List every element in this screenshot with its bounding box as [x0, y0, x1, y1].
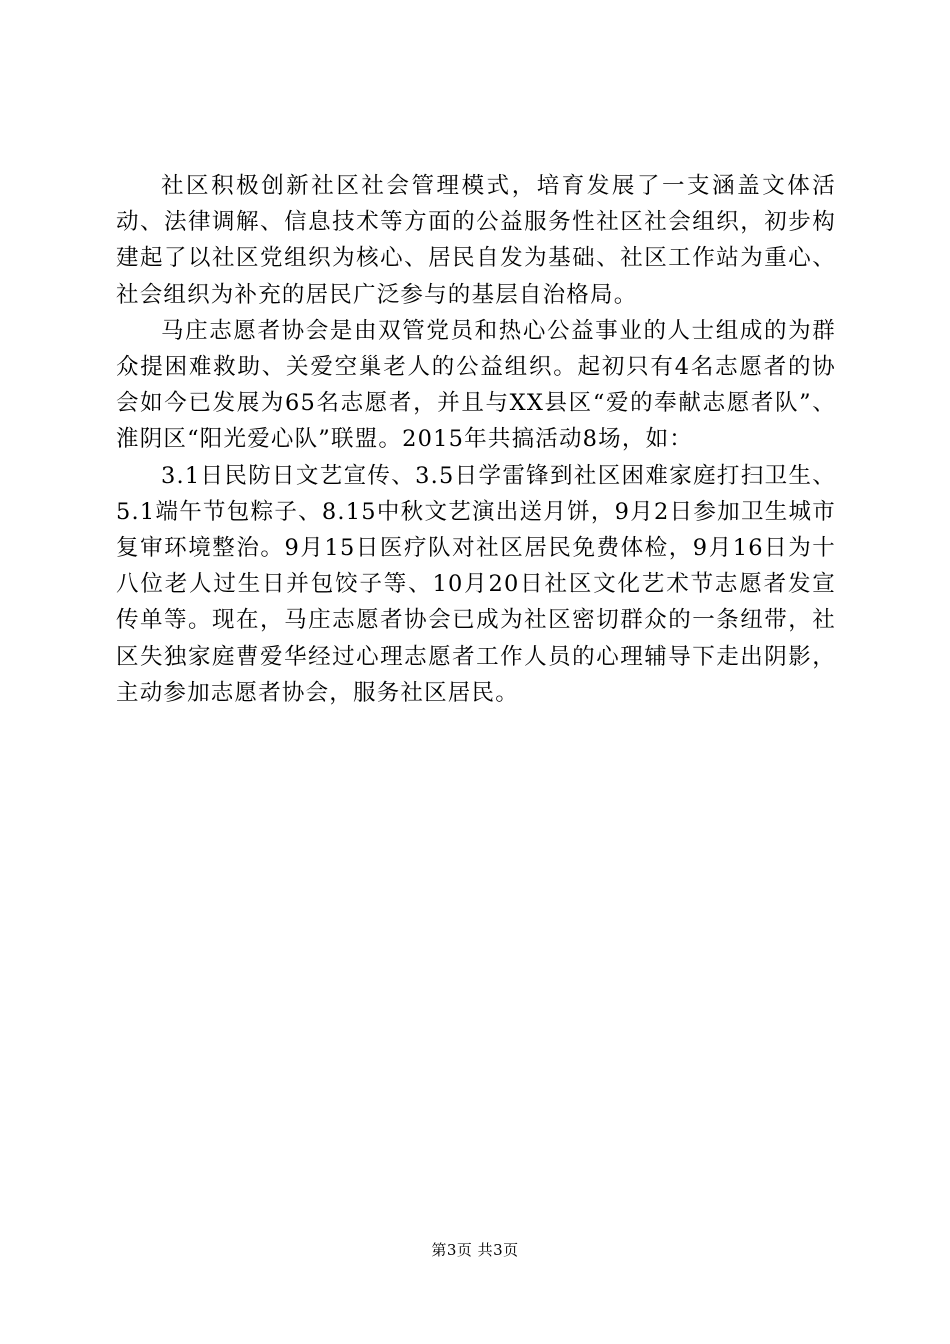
paragraph-volunteer-association: 马庄志愿者协会是由双管党员和热心公益事业的人士组成的为群众提困难救助、关爱空巢老人的公益组织。起初只有4名志愿者的协会如今已发展为65名志愿者，并且与XX县区“爱的奉献志愿者队”、淮阴区“阳光爱心队”联盟。2015年共搞活动8场，如：: [116, 317, 836, 453]
paragraph-community-governance: 社区积极创新社区社会管理模式，培育发展了一支涵盖文体活动、法律调解、信息技术等方面的公益服务性社区社会组织，初步构建起了以社区党组织为核心、居民自发为基础、社区工作站为重心、社会组织为补充的居民广泛参与的基层自治格局。: [116, 173, 836, 308]
paragraph-activities: 3.1日民防日文艺宣传、3.5日学雷锋到社区困难家庭打扫卫生、5.1端午节包粽子、8.15中秋文艺演出送月饼，9月2日参加卫生城市复审环境整治。9月15日医疗队对社区居民免费体检，9月16日为十八位老人过生日并包饺子等、10月20日社区文化艺术节志愿者发宣传单等。现在，马庄志愿者协会已成为社区密切群众的一条纽带，社区失独家庭曹爱华经过心理志愿者工作人员的心理辅导下走出阴影，主动参加志愿者协会，服务社区居民。: [116, 462, 836, 706]
document-body: [116, 168, 836, 711]
page-footer: 第3页 共3页: [431, 1241, 519, 1259]
